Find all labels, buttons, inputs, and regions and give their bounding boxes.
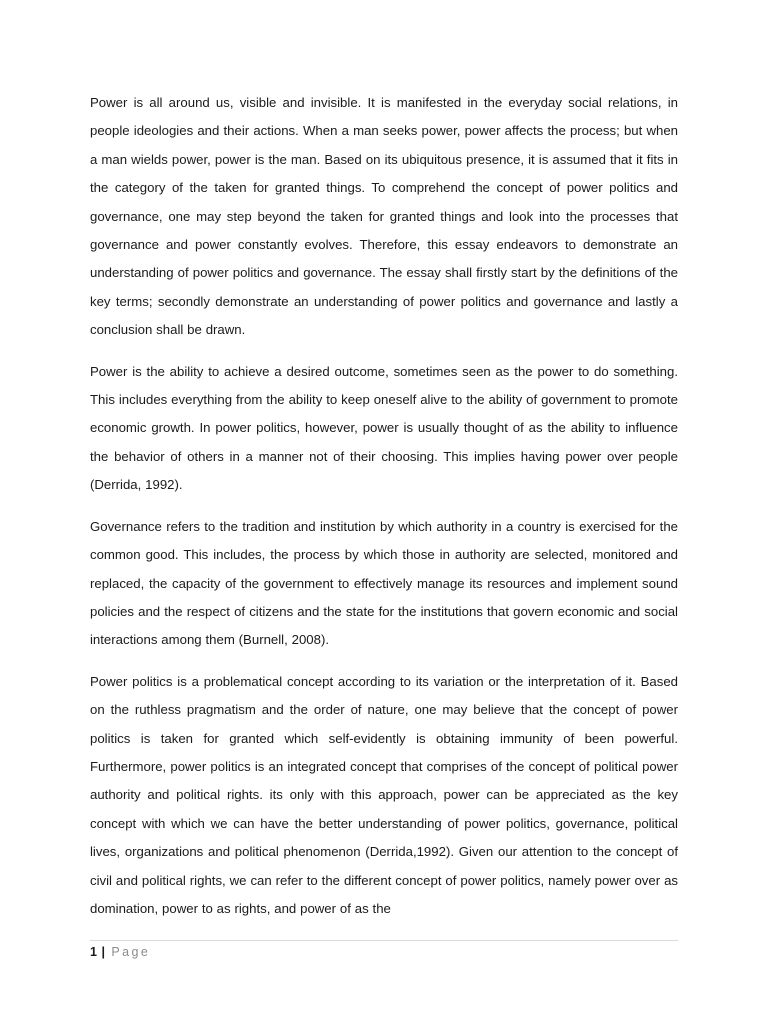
- footer-separator: |: [101, 945, 105, 959]
- paragraph-governance-definition: Governance refers to the tradition and institution by which authority in a country is exercised for the common good. This includes, the process by which those in authority are selected, monitored and replaced, the capacity of the government to effectively manage its resources and implement sound policies and the respect of citizens and the state for the institutions that govern economic and social interactions among them (Burnell, 2008).: [90, 518, 678, 648]
- page-label: Page: [111, 945, 151, 959]
- paragraph-power-politics: Power politics is a problematical concept according to its variation or the interpretation of it. Based on the ruthless pragmatism and the order of nature, one may believe that the concept of power politics is taken for granted which self-evidently is obtaining immunity of been powerful. Furthermore, power politics is an integrated concept that comprises of the concept of political power authority and political rights. its only with this approach, power can be appreciated as the key concept with which we can have the better understanding of power politics, governance, political lives, organizations and political phenomenon (Derrida,1992). Given our attention to the concept of civil and political rights, we can refer to the different concept of power politics, namely power over as domination, power to as rights, and power of as the: [90, 673, 678, 916]
- paragraph-intro: Power is all around us, visible and invisible. It is manifested in the everyday social relations, in people ideologies and their actions. When a man seeks power, power affects the process; but when a man wields power, power is the man. Based on its ubiquitous presence, it is assumed that it fits in the category of the taken for granted things. To comprehend the concept of power politics and governance, one may step beyond the taken for granted things and look into the processes that governance and power constantly evolves. Therefore, this essay endeavors to demonstrate an understanding of power politics and governance. The essay shall firstly start by the definitions of the key terms; secondly demonstrate an understanding of power politics and governance and lastly a conclusion shall be drawn.: [90, 95, 678, 338]
- page-footer: [90, 940, 678, 960]
- paragraph-power-definition: Power is the ability to achieve a desired outcome, sometimes seen as the power to do something. This includes everything from the ability to keep oneself alive to the ability of government to promote economic growth. In power politics, however, power is usually thought of as the ability to influence the behavior of others in a manner not of their choosing. This implies having power over people (Derrida, 1992).: [90, 363, 678, 493]
- document-body: [90, 89, 678, 936]
- page-number: 1: [90, 945, 97, 959]
